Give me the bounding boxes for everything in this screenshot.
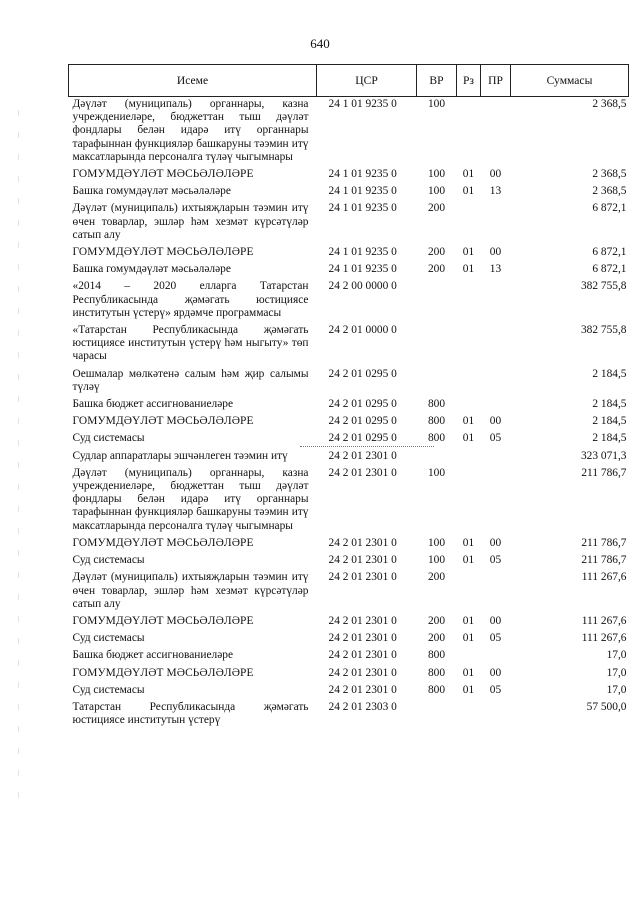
cell-name: Суд системасы bbox=[72, 632, 145, 645]
cell-rz: 01 bbox=[462, 246, 475, 259]
cell-name: Оешмалар мөлкәтенә салым һәм җир салымы түләү bbox=[72, 367, 309, 393]
cell-vr: 200 bbox=[427, 246, 446, 259]
cell-pr bbox=[481, 466, 511, 536]
dotted-artifact bbox=[300, 446, 434, 447]
header-vr: ВР bbox=[417, 65, 457, 97]
cell-vr: 200 bbox=[427, 571, 446, 584]
cell-pr bbox=[481, 201, 511, 245]
table-row bbox=[69, 397, 629, 414]
cell-rz: 01 bbox=[462, 415, 475, 428]
table-row bbox=[69, 536, 629, 553]
cell-sum: 6 872,1 bbox=[592, 263, 627, 276]
cell-csr: 24 2 01 2301 0 bbox=[328, 554, 397, 567]
cell-rz bbox=[457, 97, 481, 168]
cell-csr: 24 1 01 9235 0 bbox=[328, 263, 397, 276]
cell-pr bbox=[481, 323, 511, 367]
cell-vr: 200 bbox=[427, 632, 446, 645]
cell-vr: 100 bbox=[427, 185, 446, 198]
cell-csr: 24 2 01 2301 0 bbox=[328, 571, 397, 584]
cell-sum: 2 368,5 bbox=[592, 185, 627, 198]
cell-rz: 01 bbox=[462, 185, 475, 198]
cell-sum: 382 755,8 bbox=[580, 324, 627, 337]
cell-csr: 24 2 01 2301 0 bbox=[328, 649, 397, 662]
cell-vr: 800 bbox=[427, 398, 446, 411]
cell-vr: 800 bbox=[427, 666, 446, 679]
cell-pr bbox=[481, 97, 511, 168]
cell-name: Татарстан Республикасында җәмәгать юстициясе институтын үстерү bbox=[72, 700, 309, 727]
cell-vr: 100 bbox=[427, 168, 446, 181]
table-row bbox=[69, 683, 629, 700]
cell-name: ГОМУМДӘҮЛӘТ МӘСЬӘЛӘЛӘРЕ bbox=[72, 246, 254, 259]
cell-sum: 323 071,3 bbox=[580, 449, 627, 462]
cell-csr: 24 2 01 2301 0 bbox=[328, 683, 397, 696]
header-name: Исеме bbox=[69, 65, 317, 97]
cell-name: Башка бюджет ассигнованиеләре bbox=[72, 649, 234, 662]
cell-sum: 2 368,5 bbox=[592, 168, 627, 181]
cell-rz bbox=[457, 449, 481, 466]
cell-name: ГОМУМДӘҮЛӘТ МӘСЬӘЛӘЛӘРЕ bbox=[72, 666, 254, 679]
header-sum: Суммасы bbox=[511, 65, 629, 97]
table-row bbox=[69, 700, 629, 730]
table-row bbox=[69, 466, 629, 536]
header-pr: ПР bbox=[481, 65, 511, 97]
table-row bbox=[69, 414, 629, 431]
cell-sum: 111 267,6 bbox=[581, 632, 627, 645]
table-row bbox=[69, 666, 629, 683]
cell-vr: 200 bbox=[427, 614, 446, 627]
cell-name: «2014 – 2020 елларга Татарстан Республикасында җәмәгать юстициясе институтын үстерү» ярдәмче программасы bbox=[72, 280, 309, 319]
cell-vr: 100 bbox=[427, 98, 446, 110]
cell-rz bbox=[457, 279, 481, 323]
header-rz: Рз bbox=[457, 65, 481, 97]
cell-vr: 100 bbox=[427, 466, 446, 479]
header-row bbox=[69, 65, 629, 97]
table-row bbox=[69, 245, 629, 262]
cell-pr bbox=[481, 449, 511, 466]
cell-sum: 2 184,5 bbox=[592, 367, 627, 380]
cell-pr bbox=[481, 279, 511, 323]
cell-sum: 382 755,8 bbox=[580, 280, 627, 293]
cell-rz bbox=[457, 367, 481, 397]
cell-vr: 200 bbox=[427, 202, 446, 215]
table-row bbox=[69, 553, 629, 570]
table-row bbox=[69, 614, 629, 631]
cell-rz: 01 bbox=[462, 614, 475, 627]
cell-pr: 05 bbox=[489, 632, 502, 645]
cell-rz: 01 bbox=[462, 683, 475, 696]
cell-vr bbox=[417, 279, 457, 323]
cell-pr bbox=[481, 570, 511, 614]
cell-vr bbox=[417, 367, 457, 397]
cell-csr: 24 1 01 9235 0 bbox=[328, 202, 397, 215]
cell-name: Суд системасы bbox=[72, 432, 145, 445]
cell-rz: 01 bbox=[462, 263, 475, 276]
cell-sum: 2 368,5 bbox=[592, 98, 627, 110]
cell-csr: 24 2 01 0295 0 bbox=[328, 367, 397, 380]
cell-csr: 24 2 01 2303 0 bbox=[328, 700, 397, 713]
cell-pr: 13 bbox=[489, 263, 502, 276]
cell-pr: 05 bbox=[489, 683, 502, 696]
cell-vr: 800 bbox=[427, 683, 446, 696]
cell-sum: 211 786,7 bbox=[581, 466, 627, 479]
cell-csr: 24 2 01 2301 0 bbox=[328, 449, 397, 462]
cell-name: ГОМУМДӘҮЛӘТ МӘСЬӘЛӘЛӘРЕ bbox=[72, 614, 254, 627]
cell-rz bbox=[457, 397, 481, 414]
cell-rz bbox=[457, 700, 481, 730]
cell-rz: 01 bbox=[462, 432, 475, 445]
cell-csr: 24 2 01 0295 0 bbox=[328, 432, 397, 445]
cell-csr: 24 2 01 2301 0 bbox=[328, 536, 397, 549]
scan-artifact-line bbox=[18, 110, 19, 810]
cell-name: Башка гомумдәүләт мәсьәләләре bbox=[72, 263, 231, 276]
cell-name: ГОМУМДӘҮЛӘТ МӘСЬӘЛӘЛӘРЕ bbox=[72, 168, 254, 181]
cell-vr: 800 bbox=[427, 415, 446, 428]
table-header bbox=[69, 65, 629, 97]
cell-pr: 05 bbox=[489, 554, 502, 567]
table-row bbox=[69, 262, 629, 279]
cell-csr: 24 2 01 2301 0 bbox=[328, 614, 397, 627]
cell-name: ГОМУМДӘҮЛӘТ МӘСЬӘЛӘЛӘРЕ bbox=[72, 536, 254, 549]
cell-pr: 00 bbox=[489, 536, 502, 549]
page-number: 640 bbox=[310, 36, 330, 51]
header-csr: ЦСР bbox=[317, 65, 417, 97]
cell-csr: 24 2 01 0000 0 bbox=[328, 324, 397, 337]
cell-pr: 13 bbox=[489, 185, 502, 198]
cell-name: Башка гомумдәүләт мәсьәләләре bbox=[72, 185, 231, 198]
cell-sum: 211 786,7 bbox=[581, 536, 627, 549]
table-row bbox=[69, 648, 629, 665]
cell-csr: 24 2 01 0295 0 bbox=[328, 415, 397, 428]
table-row bbox=[69, 184, 629, 201]
table-row bbox=[69, 97, 629, 168]
table-row bbox=[69, 631, 629, 648]
cell-csr: 24 1 01 9235 0 bbox=[328, 246, 397, 259]
cell-csr: 24 2 01 2301 0 bbox=[328, 632, 397, 645]
budget-table bbox=[68, 64, 629, 730]
cell-sum: 17,0 bbox=[606, 683, 627, 696]
cell-csr: 24 2 01 2301 0 bbox=[328, 666, 397, 679]
cell-name: Дәүләт (муниципаль) органнары, казна учреждениеләре, бюджеттан тыш дәүләт фондлары белән идарә итү органнары тарафыннан функцияләр башкаруны тәэмин итү максатларында персоналга түләү чыгымнары bbox=[72, 466, 309, 532]
cell-pr bbox=[481, 700, 511, 730]
cell-pr: 00 bbox=[489, 246, 502, 259]
cell-csr: 24 1 01 9235 0 bbox=[328, 185, 397, 198]
cell-sum: 57 500,0 bbox=[586, 700, 627, 713]
table-row bbox=[69, 367, 629, 397]
cell-vr: 800 bbox=[427, 432, 446, 445]
cell-vr bbox=[417, 449, 457, 466]
cell-rz bbox=[457, 323, 481, 367]
cell-name: ГОМУМДӘҮЛӘТ МӘСЬӘЛӘЛӘРЕ bbox=[72, 415, 254, 428]
cell-rz: 01 bbox=[462, 168, 475, 181]
cell-rz: 01 bbox=[462, 554, 475, 567]
cell-name: Дәүләт (муниципаль) ихтыяҗларын тәэмин итү өчен товарлар, эшләр һәм хезмәт күрсәтүләр сатып алу bbox=[72, 202, 309, 241]
cell-rz: 01 bbox=[462, 666, 475, 679]
cell-vr bbox=[417, 323, 457, 367]
cell-vr: 800 bbox=[427, 649, 446, 662]
cell-pr: 00 bbox=[489, 415, 502, 428]
cell-vr: 100 bbox=[427, 536, 446, 549]
cell-sum: 2 184,5 bbox=[592, 432, 627, 445]
cell-rz bbox=[457, 201, 481, 245]
cell-rz: 01 bbox=[462, 632, 475, 645]
table-row bbox=[69, 167, 629, 184]
cell-pr bbox=[481, 648, 511, 665]
table-body bbox=[69, 97, 629, 731]
cell-name: Дәүләт (муниципаль) ихтыяҗларын тәэмин итү өчен товарлар, эшләр һәм хезмәт күрсәтүләр сатып алу bbox=[72, 571, 309, 610]
table-row bbox=[69, 201, 629, 245]
cell-name: Суд системасы bbox=[72, 554, 145, 567]
cell-vr bbox=[417, 700, 457, 730]
cell-name: Дәүләт (муниципаль) органнары, казна учреждениеләре, бюджеттан тыш дәүләт фондлары белән идарә итү органнары тарафыннан функцияләр башкаруны тәэмин итү максатларында персоналга түләү чыгымнары bbox=[72, 98, 309, 163]
cell-sum: 6 872,1 bbox=[592, 246, 627, 259]
cell-pr: 00 bbox=[489, 168, 502, 181]
cell-rz bbox=[457, 570, 481, 614]
cell-sum: 17,0 bbox=[606, 666, 627, 679]
cell-pr bbox=[481, 397, 511, 414]
cell-name: Башка бюджет ассигнованиеләре bbox=[72, 398, 234, 411]
cell-name: «Татарстан Республикасында җәмәгать юстициясе институтын үстерү һәм ныгыту» төп чарасы bbox=[72, 324, 309, 363]
cell-csr: 24 2 01 0295 0 bbox=[328, 398, 397, 411]
cell-sum: 6 872,1 bbox=[592, 202, 627, 215]
cell-csr: 24 1 01 9235 0 bbox=[328, 98, 397, 110]
cell-rz: 01 bbox=[462, 536, 475, 549]
cell-csr: 24 2 00 0000 0 bbox=[328, 280, 397, 293]
cell-pr bbox=[481, 367, 511, 397]
table-row bbox=[69, 279, 629, 323]
cell-csr: 24 2 01 2301 0 bbox=[328, 466, 397, 479]
cell-rz bbox=[457, 466, 481, 536]
table-row bbox=[69, 449, 629, 466]
cell-sum: 111 267,6 bbox=[581, 614, 627, 627]
table-row bbox=[69, 570, 629, 614]
cell-pr: 00 bbox=[489, 666, 502, 679]
cell-vr: 200 bbox=[427, 263, 446, 276]
cell-name: Судлар аппаратлары эшчәнлеген тәэмин итү bbox=[72, 449, 288, 462]
cell-sum: 17,0 bbox=[606, 649, 627, 662]
table-row bbox=[69, 323, 629, 367]
cell-rz bbox=[457, 648, 481, 665]
cell-vr: 100 bbox=[427, 554, 446, 567]
cell-sum: 111 267,6 bbox=[581, 571, 627, 584]
cell-sum: 2 184,5 bbox=[592, 398, 627, 411]
cell-sum: 211 786,7 bbox=[581, 554, 627, 567]
budget-table-container bbox=[68, 64, 628, 730]
cell-csr: 24 1 01 9235 0 bbox=[328, 168, 397, 181]
cell-name: Суд системасы bbox=[72, 683, 145, 696]
cell-sum: 2 184,5 bbox=[592, 415, 627, 428]
cell-pr: 00 bbox=[489, 614, 502, 627]
cell-pr: 05 bbox=[489, 432, 502, 445]
